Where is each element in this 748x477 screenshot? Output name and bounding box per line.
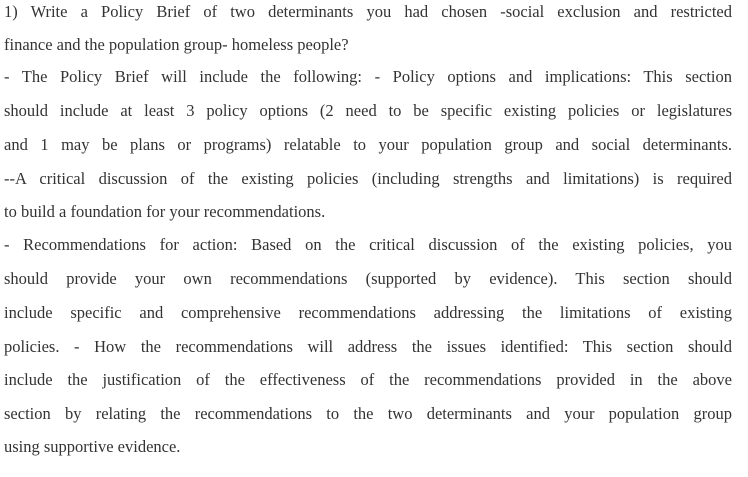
text-line: section by relating the recommendations to the two determinants and your population group — [4, 404, 732, 423]
text-line: include the justification of the effectiveness of the recommendations provided in the above — [4, 370, 732, 389]
text-line: 1) Write a Policy Brief of two determinants you had chosen -social exclusion and restricted — [4, 2, 732, 21]
text-line: using supportive evidence. — [4, 437, 181, 456]
text-line: --A critical discussion of the existing policies (including strengths and limitations) is required — [4, 169, 732, 188]
text-line: - Recommendations for action: Based on the critical discussion of the existing policies, you — [4, 235, 732, 254]
text-line: should include at least 3 policy options (2 need to be specific existing policies or legislatures — [4, 101, 732, 120]
text-line: policies. - How the recommendations will address the issues identified: This section should — [4, 337, 732, 356]
text-line: - The Policy Brief will include the following: - Policy options and implications: This section — [4, 67, 732, 86]
text-line: should provide your own recommendations (supported by evidence). This section should — [4, 269, 732, 288]
text-line: and 1 may be plans or programs) relatable to your population group and social determinants. — [4, 135, 732, 154]
text-line: to build a foundation for your recommendations. — [4, 202, 326, 221]
text-line: finance and the population group- homeless people? — [4, 35, 349, 54]
text-line: include specific and comprehensive recommendations addressing the limitations of existing — [4, 303, 732, 322]
